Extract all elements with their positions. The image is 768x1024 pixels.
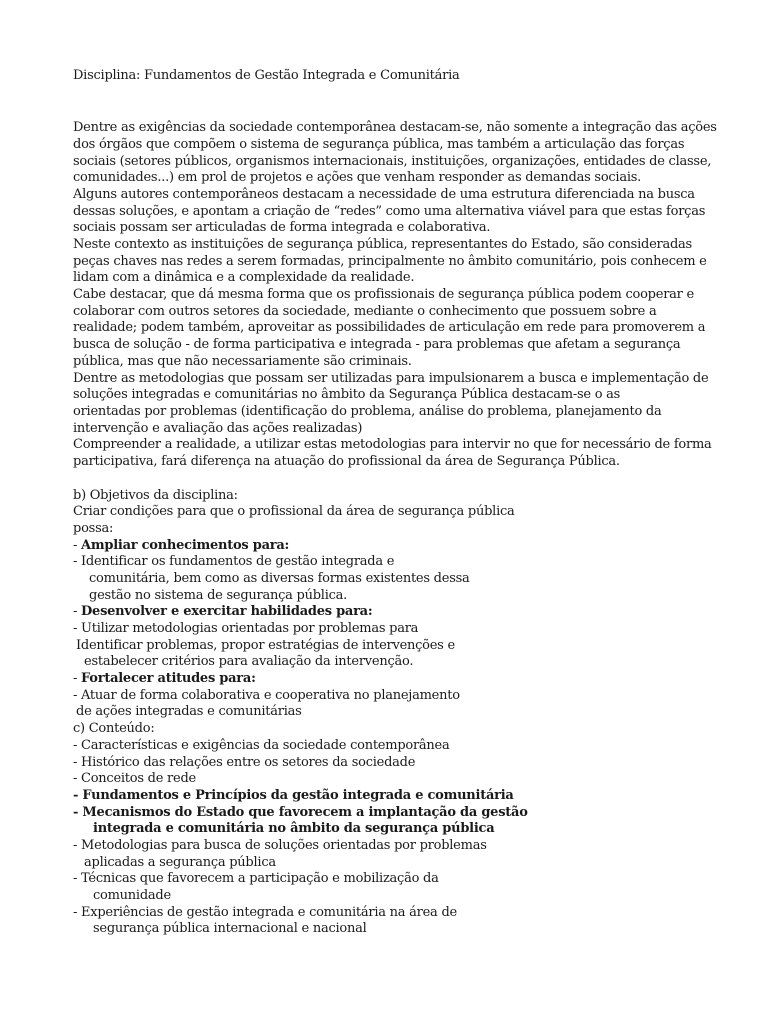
intro-line: sociais (setores públicos, organismos internacionais, instituições, organizações, entidades de classe, — [73, 154, 712, 169]
content-item: - Técnicas que favorecem a participação e mobilização da — [73, 871, 439, 886]
intro-line: lidam com a dinâmica e a complexidade da realidade. — [73, 270, 415, 285]
objectives-item — [73, 604, 372, 620]
content-item: segurança pública internacional e nacional — [93, 921, 367, 936]
bullet-dash: - — [73, 671, 82, 686]
bullet-dash: - — [73, 538, 82, 553]
objectives-line: possa: — [73, 521, 114, 536]
bold-item-label: Ampliar conhecimentos para: — [81, 538, 290, 553]
objectives-item — [73, 538, 289, 554]
intro-line: sociais possam ser articuladas de forma integrada e colaborativa. — [73, 220, 491, 235]
objectives-line: gestão no sistema de segurança pública. — [89, 588, 348, 603]
intro-line: Cabe destacar, que dá mesma forma que os profissionais de segurança pública podem cooperar e — [73, 287, 694, 302]
content-item: - Metodologias para busca de soluções orientadas por problemas — [73, 838, 487, 853]
document-title: Disciplina: Fundamentos de Gestão Integrada e Comunitária — [73, 68, 460, 83]
intro-line: dessas soluções, e apontam a criação de “redes” como uma alternativa viável para que estas forças — [73, 204, 706, 219]
intro-line: comunidades...) em prol de projetos e ações que venham responder as demandas sociais. — [73, 170, 642, 185]
objectives-line: de ações integradas e comunitárias — [76, 704, 302, 719]
intro-line: participativa, fará diferença na atuação do profissional da área de Segurança Pública. — [73, 454, 620, 469]
intro-line: realidade; podem também, aproveitar as possibilidades de articulação em rede para promoverem a — [73, 320, 706, 335]
objectives-line: Identificar problemas, propor estratégias de intervenções e — [76, 638, 455, 653]
content-item: - Experiências de gestão integrada e comunitária na área de — [73, 905, 457, 920]
intro-line: intervenção e avaliação das ações realizadas) — [73, 421, 363, 436]
content-item: aplicadas a segurança pública — [84, 855, 276, 870]
intro-line: soluções integradas e comunitárias no âmbito da Segurança Pública destacam-se o as — [73, 387, 621, 402]
bold-item-label: Fortalecer atitudes para: — [81, 671, 256, 686]
intro-line: Dentre as metodologias que possam ser utilizadas para impulsionarem a busca e implementação de — [73, 371, 709, 386]
content-heading: c) Conteúdo: — [73, 721, 155, 736]
content-item: - Fundamentos e Princípios da gestão integrada e comunitária — [73, 788, 514, 803]
intro-line: pública, mas que não necessariamente são criminais. — [73, 354, 412, 369]
intro-line: colaborar com outros setores da sociedade, mediante o conhecimento que possuem sobre a — [73, 304, 657, 319]
content-item: - Características e exigências da sociedade contemporânea — [73, 738, 450, 753]
objectives-line: estabelecer critérios para avaliação da intervenção. — [84, 654, 414, 669]
bullet-dash: - — [73, 604, 82, 619]
objectives-line: - Utilizar metodologias orientadas por problemas para — [73, 621, 419, 636]
content-item: - Histórico das relações entre os setores da sociedade — [73, 755, 416, 770]
intro-line: Compreender a realidade, a utilizar estas metodologias para intervir no que for necessário de forma — [73, 437, 712, 452]
intro-line: Dentre as exigências da sociedade contemporânea destacam-se, não somente a integração das ações — [73, 120, 717, 135]
content-item: - Conceitos de rede — [73, 771, 196, 786]
content-item: comunidade — [93, 888, 171, 903]
intro-line: Alguns autores contemporâneos destacam a necessidade de uma estrutura diferenciada na busca — [73, 187, 695, 202]
intro-line: orientadas por problemas (identificação do problema, análise do problema, planejamento da — [73, 404, 662, 419]
intro-line: busca de solução - de forma participativa e integrada - para problemas que afetam a segurança — [73, 337, 681, 352]
objectives-line: comunitária, bem como as diversas formas existentes dessa — [89, 571, 470, 586]
objectives-item — [73, 671, 256, 687]
objectives-heading: b) Objetivos da disciplina: — [73, 488, 238, 503]
intro-line: dos órgãos que compõem o sistema de segurança pública, mas também a articulação das forças — [73, 137, 685, 152]
objectives-line: - Atuar de forma colaborativa e cooperativa no planejamento — [73, 688, 460, 703]
intro-line: peças chaves nas redes a serem formadas, principalmente no âmbito comunitário, pois conhecem e — [73, 254, 707, 269]
intro-line: Neste contexto as instituições de segurança pública, representantes do Estado, são consideradas — [73, 237, 692, 252]
content-item: - Mecanismos do Estado que favorecem a implantação da gestão — [73, 805, 528, 820]
content-item: integrada e comunitária no âmbito da segurança pública — [93, 821, 495, 836]
objectives-line: Criar condições para que o profissional da área de segurança pública — [73, 504, 515, 519]
objectives-line: - Identificar os fundamentos de gestão integrada e — [73, 554, 395, 569]
bold-item-label: Desenvolver e exercitar habilidades para: — [81, 604, 373, 619]
